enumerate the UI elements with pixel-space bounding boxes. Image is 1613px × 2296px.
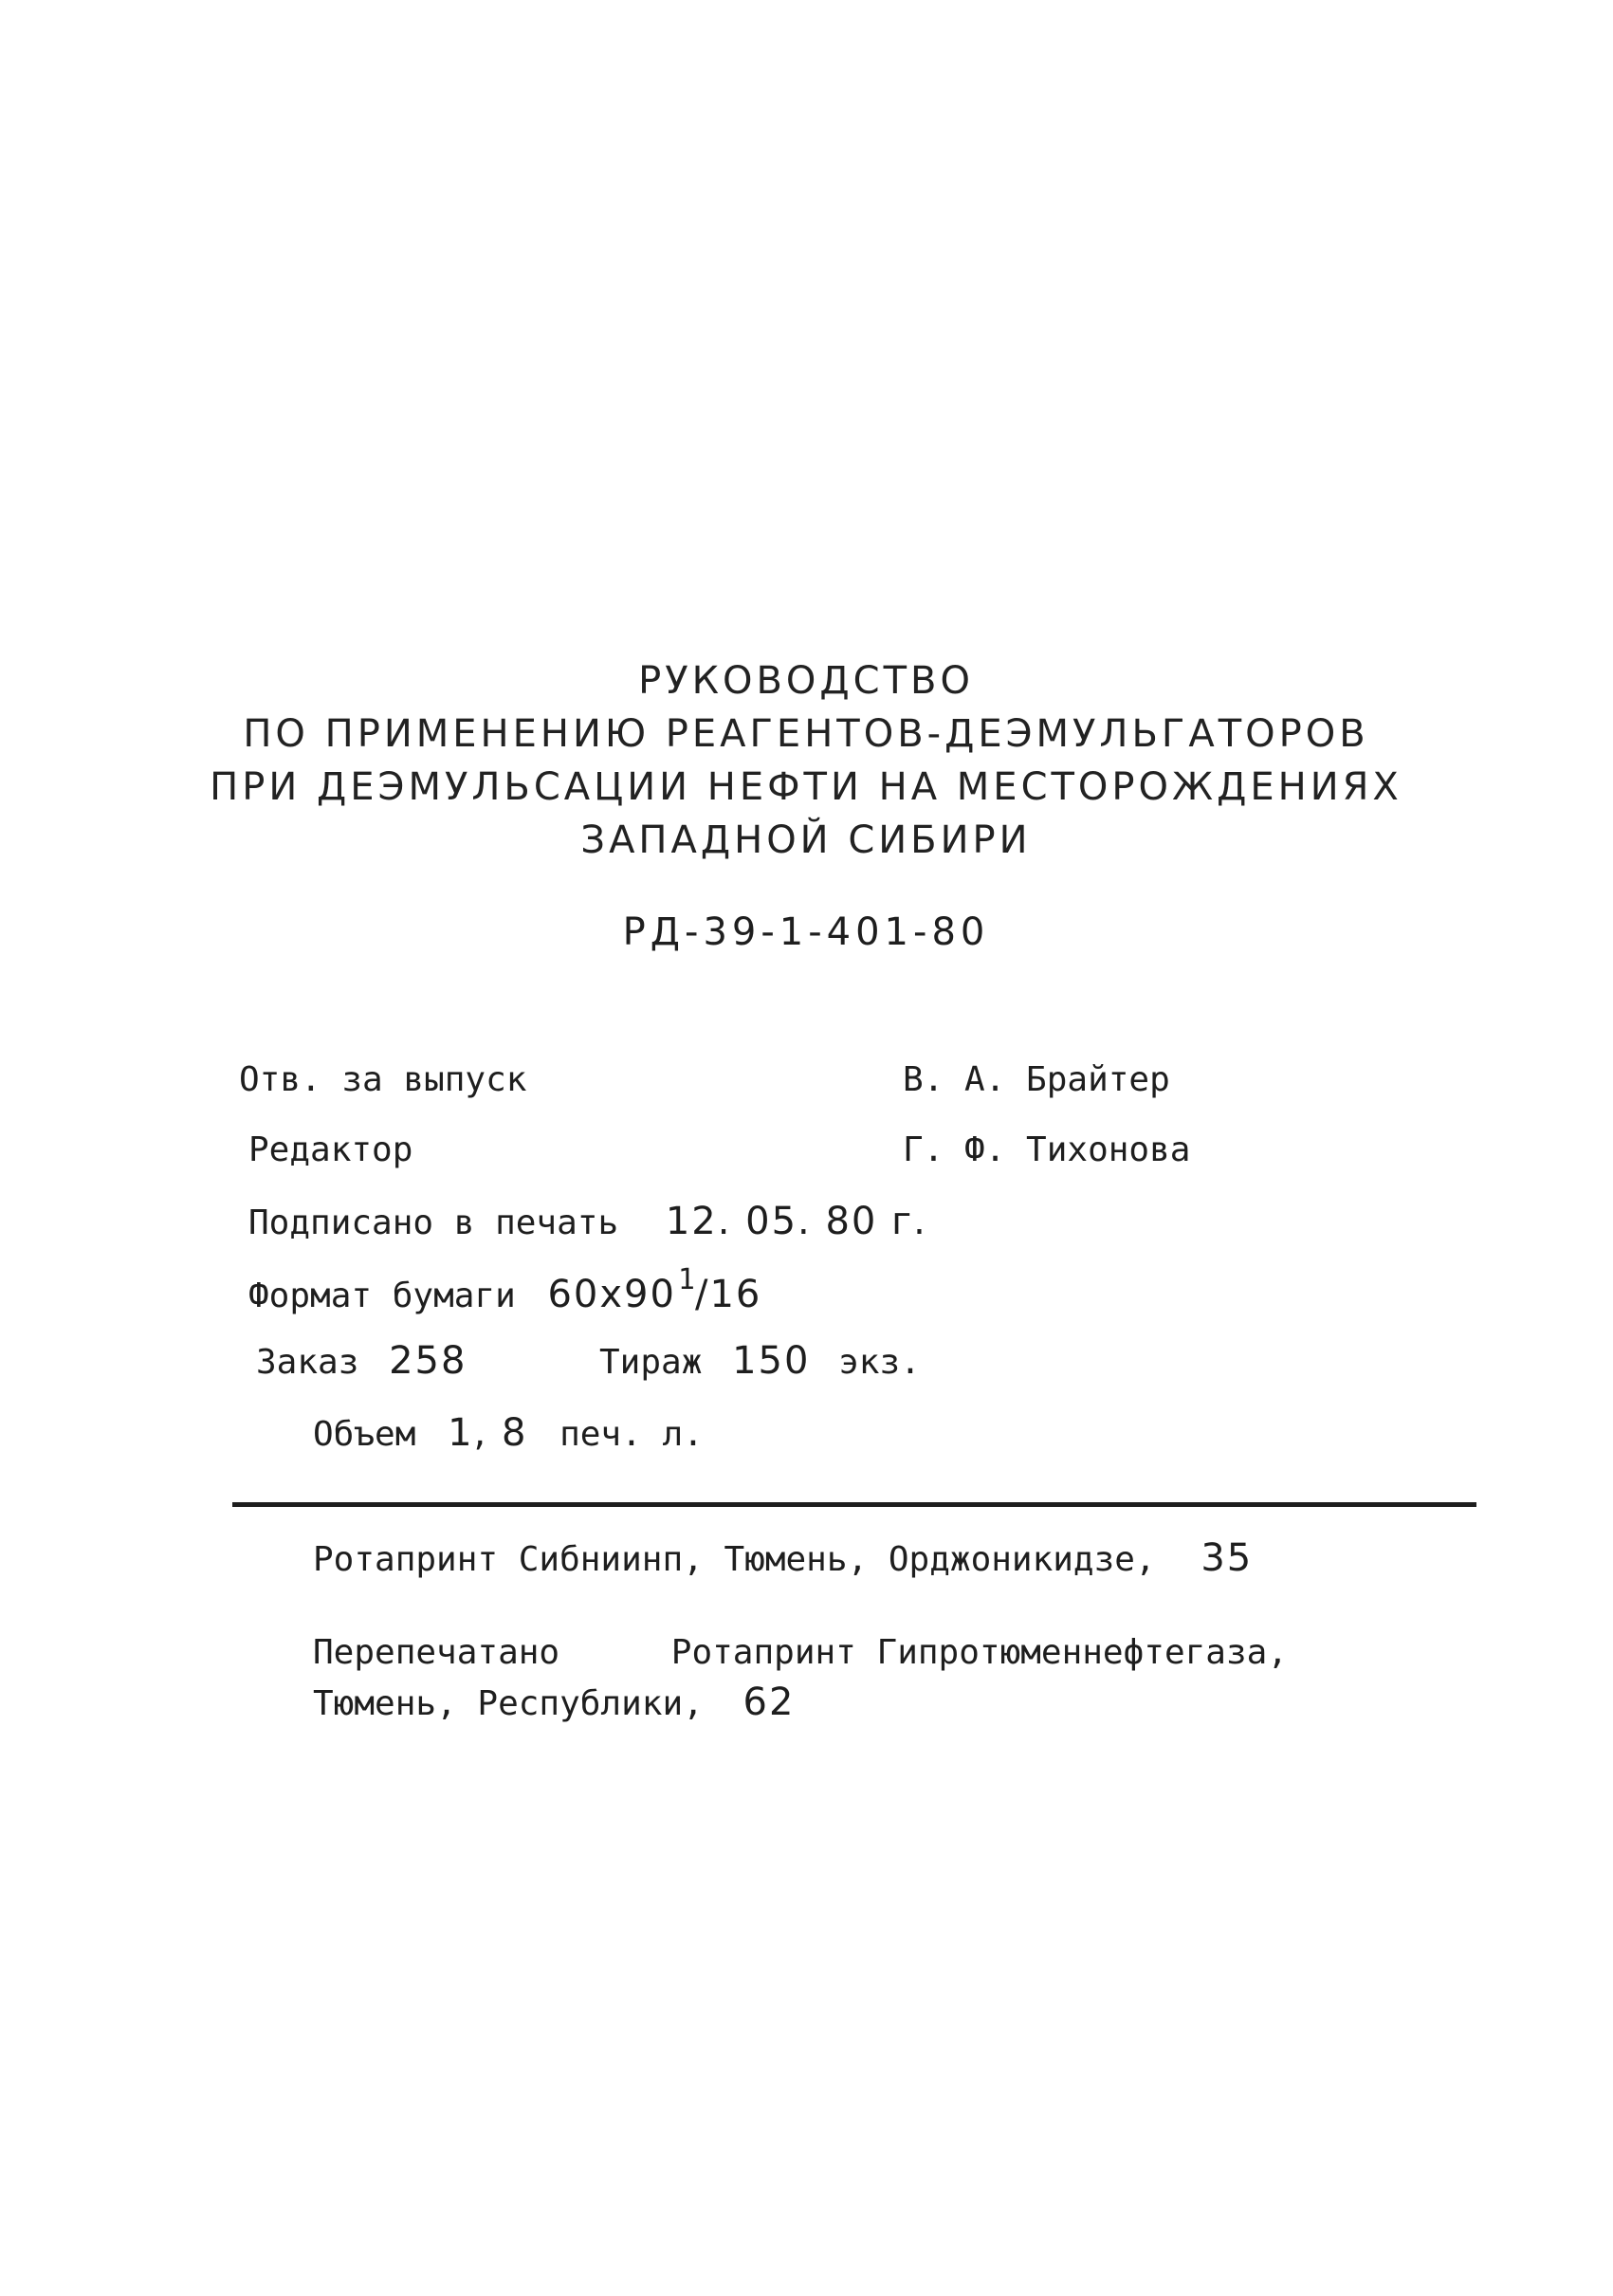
volume-row: [313, 1411, 704, 1455]
volume-label: Объем: [313, 1415, 416, 1454]
title-line-3: ПРИ ДЕЭМУЛЬСАЦИИ НЕФТИ НА МЕСТОРОЖДЕНИЯХ: [210, 765, 1402, 809]
reprint-address: Тюмень, Республики,: [313, 1684, 704, 1723]
volume-unit: печ. л.: [559, 1415, 704, 1454]
title-line-2: ПО ПРИМЕНЕНИЮ РЕАГЕНТОВ-ДЕЭМУЛЬГАТОРОВ: [243, 712, 1369, 756]
reprint-number: 62: [742, 1681, 796, 1724]
document-code: РД-39-1-401-80: [622, 910, 990, 954]
print-run-label: Тираж: [599, 1343, 703, 1382]
format-tail: /16: [694, 1273, 762, 1316]
divider-line: [232, 1502, 1476, 1507]
print-run-row: [599, 1339, 921, 1383]
order-value: 258: [389, 1339, 467, 1383]
print-run-unit: экз.: [838, 1343, 921, 1382]
format-value: 60x90: [547, 1273, 676, 1316]
reprint-row: [313, 1633, 1288, 1672]
order-label: Заказ: [256, 1343, 359, 1382]
title-line-1: РУКОВОДСТВО: [638, 659, 974, 703]
format-superscript: 1: [677, 1263, 695, 1296]
printer-text: Ротапринт Сибниинп, Тюмень, Орджоникидзе,: [313, 1540, 1156, 1579]
print-run-value: 150: [732, 1339, 811, 1383]
format-label: Формат бумаги: [248, 1277, 516, 1315]
printer-row: [313, 1536, 1253, 1580]
responsible-name: В. А. Брайтер: [903, 1060, 1170, 1099]
signed-label: Подписано в печать: [248, 1203, 619, 1242]
format-row: [248, 1263, 762, 1316]
title-line-4: ЗАПАДНОЙ СИБИРИ: [580, 818, 1032, 862]
reprint-by: Ротапринт Гипротюменнефтегаза,: [670, 1633, 1288, 1672]
order-row: [256, 1339, 467, 1383]
volume-value: 1, 8: [448, 1411, 528, 1455]
reprint-label: Перепечатано: [313, 1633, 560, 1672]
document-title: [190, 654, 1422, 867]
responsible-label: Отв. за выпуск: [239, 1060, 527, 1099]
reprint-address-row: [313, 1681, 795, 1724]
signed-date: 12. 05. 80 г.: [665, 1200, 927, 1243]
printer-number: 35: [1201, 1536, 1254, 1580]
editor-name: Г. Ф. Тихонова: [903, 1130, 1191, 1169]
signed-row: [248, 1200, 927, 1243]
editor-label: Редактор: [248, 1130, 413, 1169]
